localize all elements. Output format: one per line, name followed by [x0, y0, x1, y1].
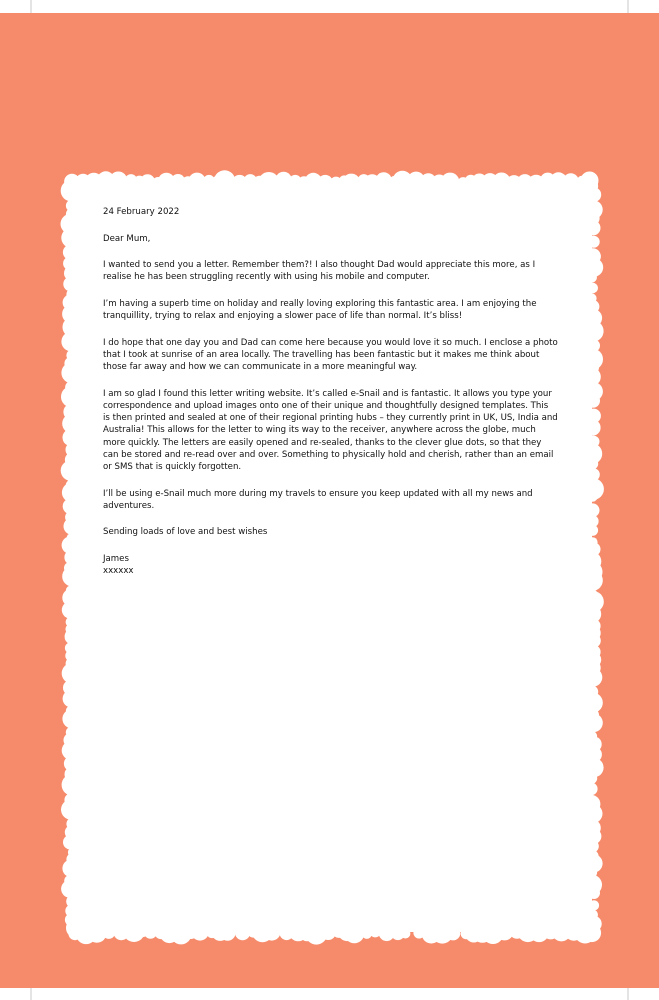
letter-greeting: Dear Mum, — [103, 233, 151, 244]
letter-signature: James — [103, 553, 129, 564]
letter-paragraph-2: I’m having a superb time on holiday and really loving exploring this fantastic area. I am enjoying the tranquillity, trying to relax and enjoying a slower pace of life than normal. It’s bliss! — [103, 298, 537, 322]
letter-paragraph-5: I’ll be using e-Snail much more during my travels to ensure you keep updated with all my news and adventures. — [103, 488, 533, 511]
letter-date: 24 February 2022 — [103, 207, 180, 217]
letter-paragraph-1: I wanted to send you a letter. Remember them?! I also thought Dad would appreciate this more, as I realise he has been struggling recently with using his mobile and computer. — [103, 260, 536, 283]
letter-body — [103, 206, 563, 577]
letter-kisses: xxxxxx — [103, 566, 134, 577]
letter-closing: Sending loads of love and best wishes — [103, 527, 268, 538]
letter-paragraph-4: I am so glad I found this letter writing website. It’s called e-Snail and is fantastic. It allows you type your correspondence and upload images onto one of their unique and thoughtfully designed templates. This is then printed and sealed at one of their regional printing hubs – they currently print in UK, US, India and Australia! This allows for the letter to wing its way to the receiver, anywhere across the globe, much more quickly. The letters are easily opened and re-sealed, thanks to the clever glue dots, so that they can be stored and re-read over and over. Something to physically hold and cherish, rather than an email or SMS that is quickly forgotten. — [103, 388, 558, 472]
letter-paragraph-3: I do hope that one day you and Dad can come here because you would love it so much. I enclose a photo that I took at sunrise of an area locally. The travelling has been fantastic but it makes me think about those far away and how we can communicate in a more meaningful way. — [103, 337, 558, 373]
